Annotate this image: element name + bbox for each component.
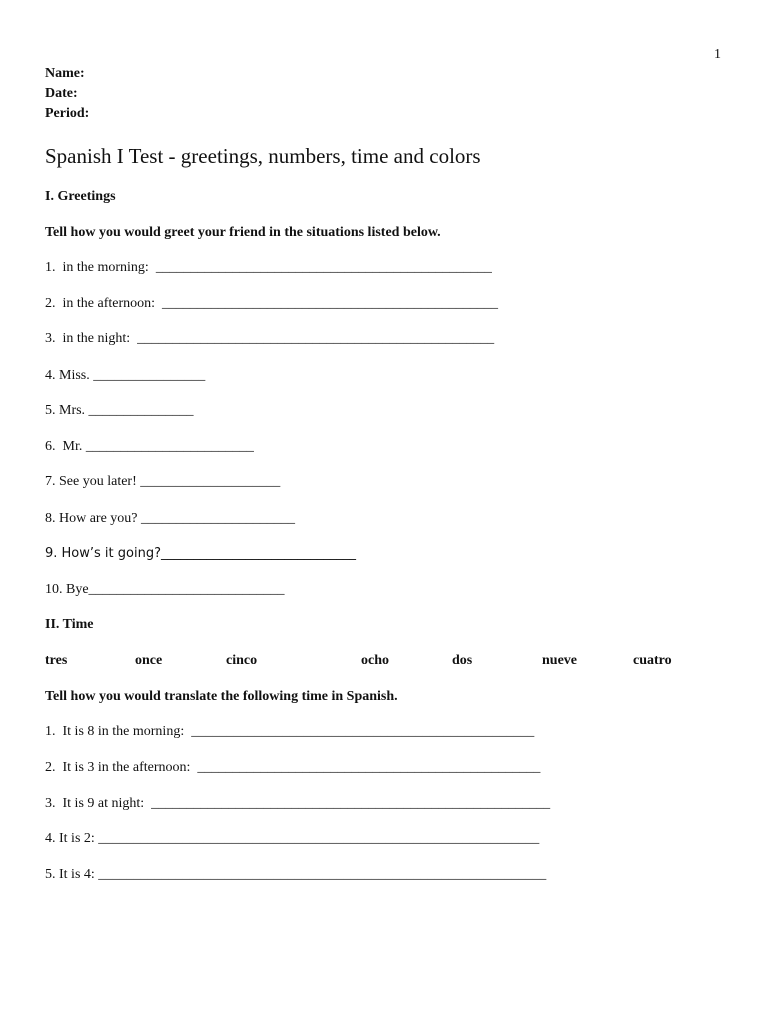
word-bank-item: cuatro — [633, 653, 672, 668]
word-bank-item: once — [135, 653, 163, 668]
word-bank-item: cinco — [226, 653, 258, 668]
time-question: 3. It is 9 at night: _________________________________________________________ — [45, 796, 551, 811]
time-instructions: Tell how you would translate the following time in Spanish. — [45, 689, 398, 704]
greeting-question: 8. How are you? ______________________ — [45, 511, 296, 526]
page-title: Spanish I Test - greetings, numbers, time and colors — [45, 144, 481, 168]
page-number: 1 — [714, 47, 721, 62]
greetings-instructions: Tell how you would greet your friend in the situations listed below. — [45, 225, 441, 240]
time-question: 2. It is 3 in the afternoon: _________________________________________________ — [45, 760, 541, 775]
greeting-question: 3. in the night: ___________________________________________________ — [45, 331, 495, 346]
word-bank-item: ocho — [361, 653, 389, 668]
date-label: Date: — [45, 86, 78, 101]
greeting-question: 7. See you later! ____________________ — [45, 474, 281, 489]
greeting-question: 1. in the morning: ________________________________________________ — [45, 260, 492, 275]
time-heading: II. Time — [45, 617, 94, 632]
word-bank-item: tres — [45, 653, 68, 668]
period-label: Period: — [45, 106, 90, 121]
greeting-question: 4. Miss. ________________ — [45, 368, 206, 383]
greeting-question: 5. Mrs. _______________ — [45, 403, 194, 418]
word-bank-item: nueve — [542, 653, 577, 668]
name-label: Name: — [45, 66, 85, 81]
greeting-question: 6. Mr. ________________________ — [45, 439, 254, 454]
time-question: 1. It is 8 in the morning: _________________________________________________ — [45, 724, 535, 739]
greeting-question: 2. in the afternoon: ________________________________________________ — [45, 296, 499, 311]
greetings-heading: I. Greetings — [45, 189, 116, 204]
greeting-question: 9. How’s it going?______________________________ — [45, 546, 356, 561]
time-question: 5. It is 4: ________________________________________________________________ — [45, 867, 547, 882]
greeting-question: 10. Bye____________________________ — [45, 582, 285, 597]
word-bank-item: dos — [452, 653, 473, 668]
time-question: 4. It is 2: _______________________________________________________________ — [45, 831, 540, 846]
